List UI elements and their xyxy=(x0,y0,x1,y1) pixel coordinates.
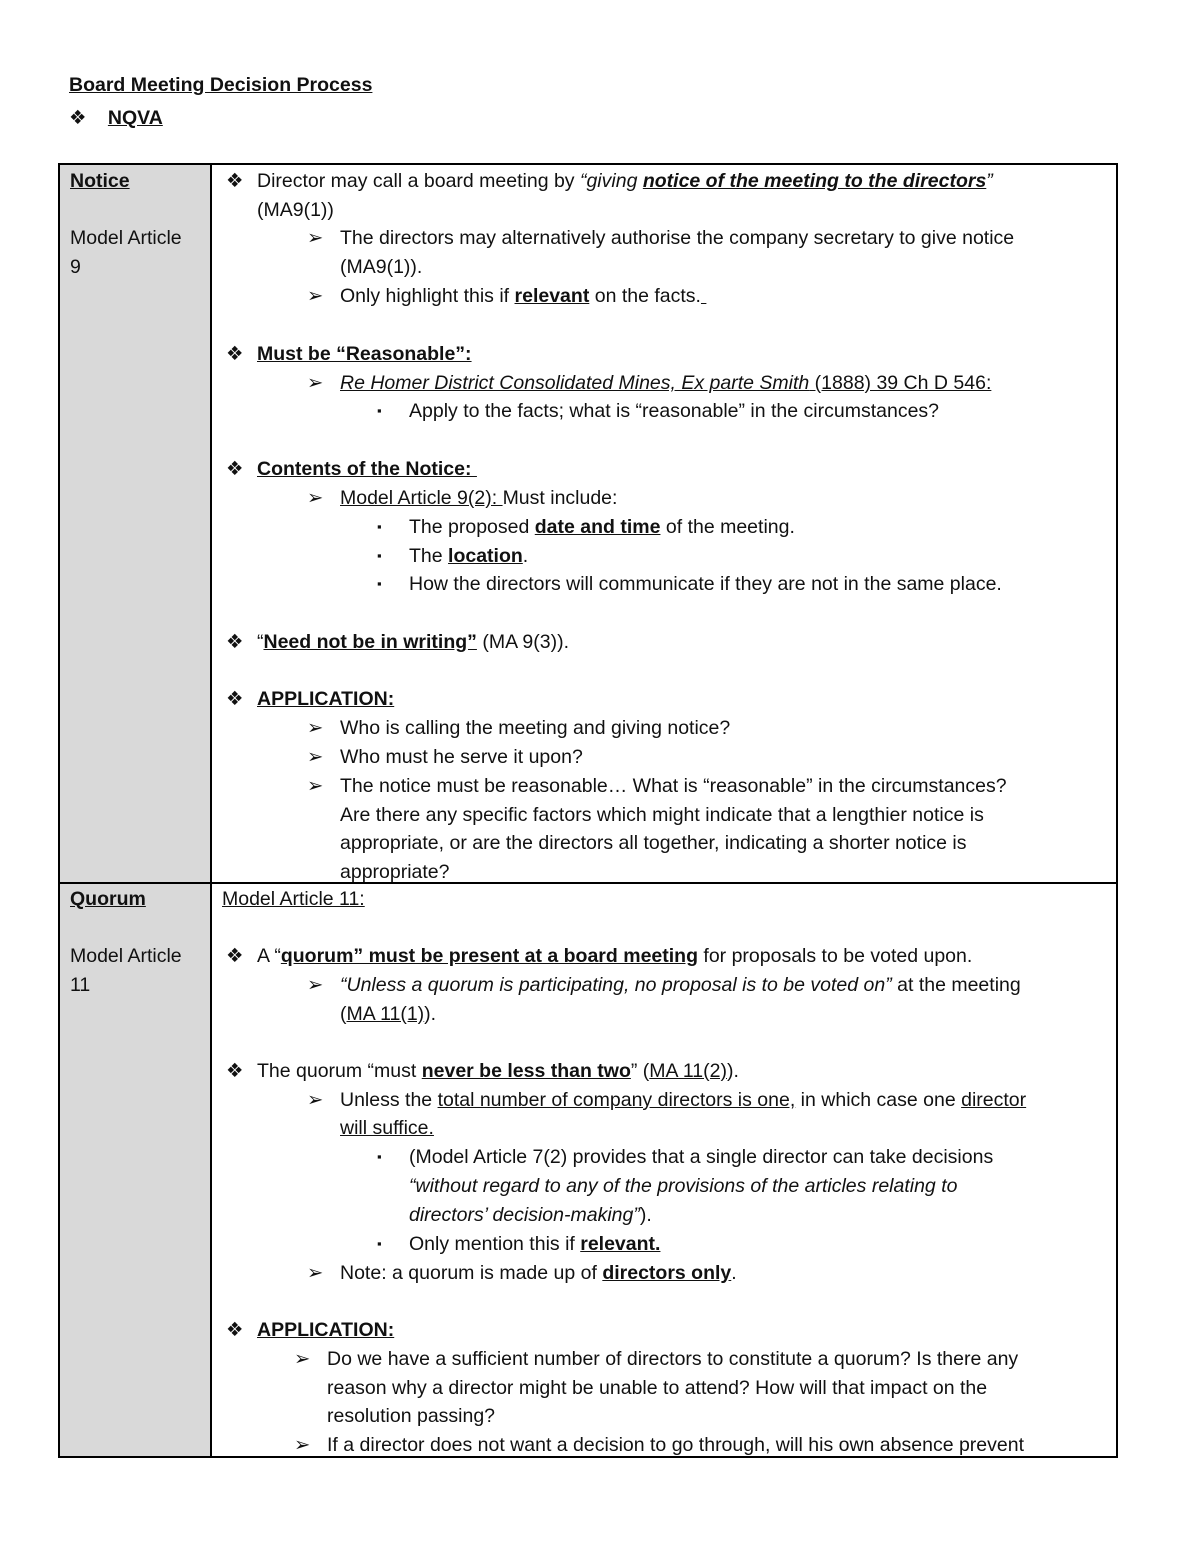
text: The quorum “must xyxy=(257,1060,422,1082)
ma11-heading: Model Article 11: xyxy=(222,888,365,910)
quorum-label-cell xyxy=(59,883,211,1457)
quorum-para-2-ref xyxy=(340,1001,436,1027)
reasonable-heading: Must be “Reasonable”: xyxy=(257,343,472,365)
application-heading: APPLICATION: xyxy=(257,688,395,710)
text: at the meeting xyxy=(891,974,1021,996)
quorum-app-1-line-1: Do we have a sufficient number of directors to constitute a quorum? Is there any xyxy=(327,1348,1019,1370)
quorum-article: Model Article xyxy=(70,945,182,967)
text: in which case one xyxy=(795,1089,962,1111)
text: The xyxy=(409,545,449,567)
diamond-bullet-icon: ❖ xyxy=(226,945,244,967)
diamond-bullet-icon: ❖ xyxy=(226,458,244,480)
text: ). xyxy=(726,1060,739,1082)
application-item-3-line-3: appropriate, or are the directors all together, indicating a shorter notice is xyxy=(340,832,967,854)
diamond-bullet-icon: ❖ xyxy=(226,688,244,710)
quorum-para-2 xyxy=(340,972,1021,998)
quorum-para-1 xyxy=(257,943,972,969)
text: MA 11(2) xyxy=(649,1060,727,1082)
subtitle-text: NQVA xyxy=(107,107,163,129)
text: Must include: xyxy=(502,487,618,509)
decision-table xyxy=(58,163,1118,1458)
case-apply: Apply to the facts; what is “reasonable” in the circumstances? xyxy=(409,400,940,422)
diamond-bullet-icon: ❖ xyxy=(226,1060,244,1082)
page-title: Board Meeting Decision Process xyxy=(69,74,373,96)
quorum-para-5-line-3 xyxy=(409,1202,652,1228)
text: . xyxy=(731,1262,737,1284)
text: notice of the meeting to the directors xyxy=(642,170,987,192)
subtitle xyxy=(69,106,163,130)
arrow-bullet-icon: ➢ xyxy=(307,1262,324,1284)
text: “ xyxy=(257,631,264,653)
quorum-para-6 xyxy=(409,1231,660,1257)
text: never be less than two xyxy=(421,1060,631,1082)
text: (1888) 39 Ch D 546: xyxy=(809,372,992,394)
square-bullet-icon: ▪ xyxy=(377,576,382,591)
contents-item-1 xyxy=(409,514,795,540)
quorum-article-number: 11 xyxy=(70,974,91,996)
quorum-para-7 xyxy=(340,1260,737,1286)
diamond-bullet-icon: ❖ xyxy=(226,1319,244,1341)
text: ). xyxy=(424,1003,437,1025)
text: for proposals to be voted upon. xyxy=(698,945,973,967)
text: Only mention this if xyxy=(409,1233,581,1255)
text: Director may call a board meeting by xyxy=(257,170,580,192)
square-bullet-icon: ▪ xyxy=(377,519,382,534)
text: ” ( xyxy=(630,1060,650,1082)
notice-label-cell xyxy=(59,164,211,883)
text xyxy=(701,285,706,307)
text: total number of company directors is one, xyxy=(437,1089,796,1111)
text: MA 11(1) xyxy=(346,1003,425,1025)
diamond-bullet-icon: ❖ xyxy=(69,107,87,129)
text: The proposed xyxy=(409,516,535,538)
notice-para-2-ref: (MA9(1)). xyxy=(340,256,423,278)
diamond-bullet-icon: ❖ xyxy=(226,631,244,653)
notice-para-1 xyxy=(257,168,993,194)
text: relevant. xyxy=(580,1233,661,1255)
notice-article: Model Article xyxy=(70,227,182,249)
text: quorum” must be present at a board meeting xyxy=(280,945,698,967)
arrow-bullet-icon: ➢ xyxy=(307,487,324,509)
application-item-3-line-4: appropriate? xyxy=(340,861,450,883)
text: director xyxy=(961,1089,1027,1111)
text: on the facts. xyxy=(589,285,701,307)
diamond-bullet-icon: ❖ xyxy=(226,170,244,192)
arrow-bullet-icon: ➢ xyxy=(294,1434,311,1456)
arrow-bullet-icon: ➢ xyxy=(307,974,324,996)
square-bullet-icon: ▪ xyxy=(377,548,382,563)
text: Re Homer District Consolidated Mines, Ex parte Smith xyxy=(340,372,810,394)
text: Note: a quorum is made up of xyxy=(340,1262,603,1284)
text: Need not be in writing” xyxy=(263,631,477,653)
text: directors only xyxy=(602,1262,732,1284)
notice-content-cell xyxy=(211,164,1117,883)
quorum-para-4 xyxy=(340,1087,1026,1113)
application-item-1: Who is calling the meeting and giving notice? xyxy=(340,717,731,739)
text: ” xyxy=(986,170,993,192)
text: “Unless a quorum is participating, no proposal is to be voted on” xyxy=(340,974,892,996)
quorum-para-3 xyxy=(257,1058,739,1084)
text: location xyxy=(448,545,523,567)
text: relevant xyxy=(514,285,590,307)
text: Unless the xyxy=(340,1089,438,1111)
arrow-bullet-icon: ➢ xyxy=(307,746,324,768)
quorum-app-1-line-3: resolution passing? xyxy=(327,1405,496,1427)
arrow-bullet-icon: ➢ xyxy=(307,285,324,307)
notice-article-number: 9 xyxy=(70,256,81,278)
contents-item-3: How the directors will communicate if they are not in the same place. xyxy=(409,573,1002,595)
quorum-label: Quorum xyxy=(70,888,146,910)
text: (MA 9(3)). xyxy=(476,631,570,653)
application-item-3-line-1: The notice must be reasonable… What is “reasonable” in the circumstances? xyxy=(340,775,1007,797)
square-bullet-icon: ▪ xyxy=(377,1149,382,1164)
contents-heading: Contents of the Notice: xyxy=(257,458,477,480)
arrow-bullet-icon: ➢ xyxy=(307,1089,324,1111)
quorum-app-1-line-2: reason why a director might be unable to attend? How will that impact on the xyxy=(327,1377,988,1399)
text: Only highlight this if xyxy=(340,285,515,307)
arrow-bullet-icon: ➢ xyxy=(307,372,324,394)
ma92-line xyxy=(340,485,617,511)
arrow-bullet-icon: ➢ xyxy=(307,227,324,249)
notice-para-1-ref: (MA9(1)) xyxy=(257,199,334,221)
writing-line xyxy=(257,629,569,655)
quorum-app-2: If a director does not want a decision to go through, will his own absence prevent xyxy=(327,1434,1024,1456)
contents-item-2 xyxy=(409,543,528,569)
text: date and time xyxy=(534,516,661,538)
diamond-bullet-icon: ❖ xyxy=(226,343,244,365)
notice-para-2: The directors may alternatively authorise the company secretary to give notice xyxy=(340,227,1015,249)
text: Model Article 9(2): xyxy=(340,487,503,509)
text: A “ xyxy=(257,945,281,967)
text: ). xyxy=(639,1204,652,1226)
square-bullet-icon: ▪ xyxy=(377,1236,382,1251)
quorum-content-cell xyxy=(211,883,1117,1457)
text: of the meeting. xyxy=(660,516,795,538)
text: “giving xyxy=(579,170,643,192)
arrow-bullet-icon: ➢ xyxy=(294,1348,311,1370)
case-citation xyxy=(340,370,991,396)
square-bullet-icon: ▪ xyxy=(377,403,382,418)
quorum-para-5-line-1: (Model Article 7(2) provides that a single director can take decisions xyxy=(409,1146,994,1168)
quorum-application-heading: APPLICATION: xyxy=(257,1319,395,1341)
application-item-3-line-2: Are there any specific factors which might indicate that a lengthier notice is xyxy=(340,804,984,826)
quorum-row xyxy=(59,883,1117,1457)
notice-para-3 xyxy=(340,283,706,309)
quorum-para-4-cont: will suffice. xyxy=(340,1117,434,1139)
application-item-2: Who must he serve it upon? xyxy=(340,746,583,768)
text: directors’ decision-making” xyxy=(409,1204,640,1226)
notice-label: Notice xyxy=(70,170,130,192)
quorum-para-5-line-2: “without regard to any of the provisions of the articles relating to xyxy=(409,1175,958,1197)
text: ( xyxy=(340,1003,347,1025)
text: . xyxy=(522,545,529,567)
notice-row xyxy=(59,164,1117,883)
arrow-bullet-icon: ➢ xyxy=(307,775,324,797)
arrow-bullet-icon: ➢ xyxy=(307,717,324,739)
